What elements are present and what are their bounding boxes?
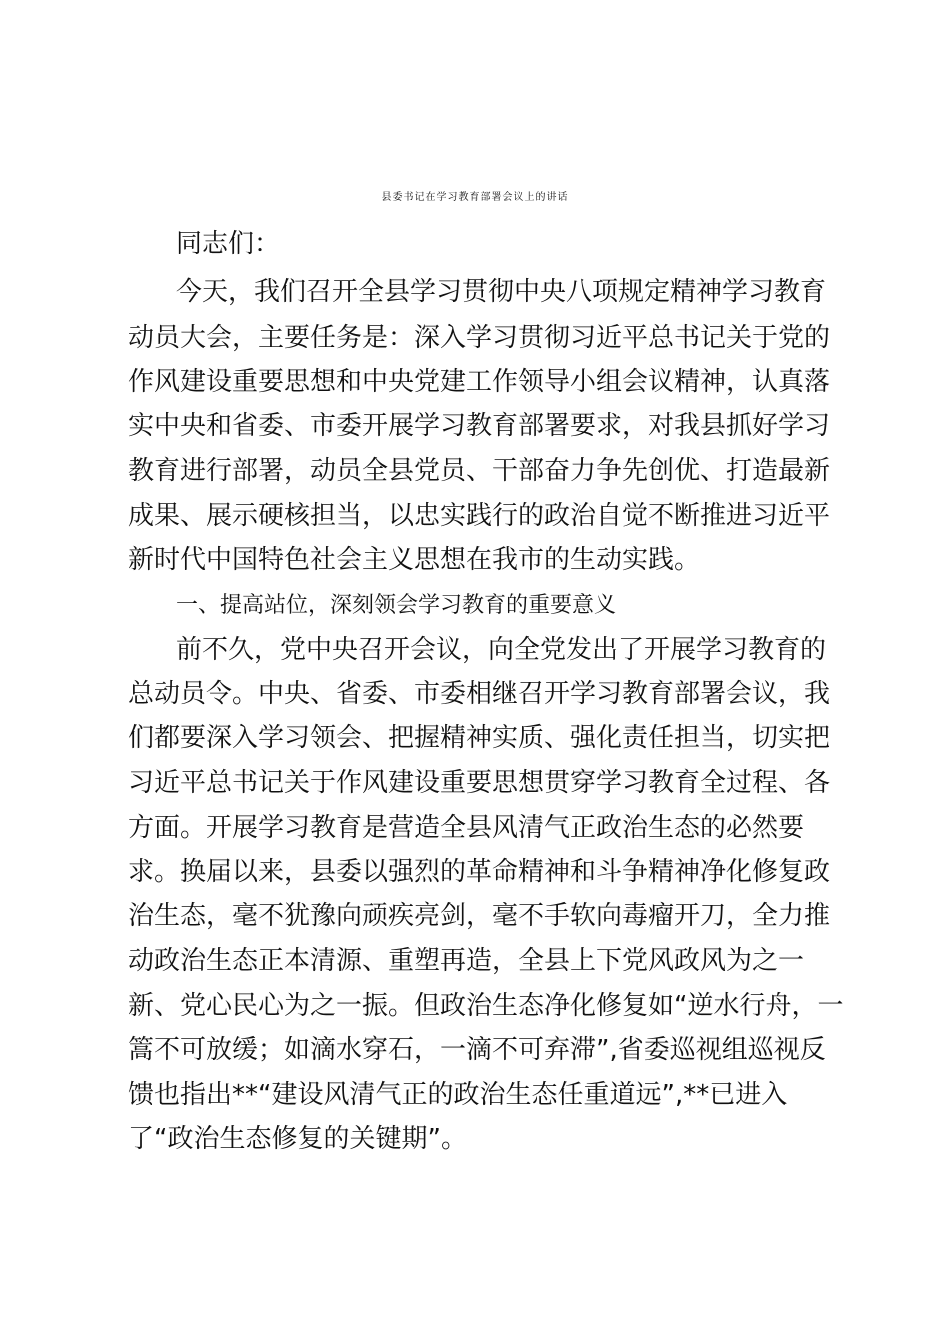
paragraph-line: 前不久，党中央召开会议，向全党发出了开展学习教育的: [176, 635, 827, 665]
paragraph-line: 了“政治生态修复的关键期”。: [128, 1124, 467, 1154]
document-title: 县委书记在学习教育部署会议上的讲话: [381, 192, 569, 203]
salutation: 同志们：: [176, 229, 281, 259]
paragraph-line: 成果、展示硬核担当，以忠实践行的政治自觉不断推进习近平: [128, 501, 831, 531]
paragraph-line: 实中央和省委、市委开展学习教育部署要求，对我县抓好学习: [128, 411, 831, 441]
section-heading: 一、提高站位，深刻领会学习教育的重要意义: [176, 593, 617, 618]
paragraph-line: 们都要深入学习领会、把握精神实质、强化责任担当，切实把: [128, 723, 831, 753]
paragraph-line: 新、党心民心为之一振。但政治生态净化修复如“逆水行舟，一: [128, 991, 844, 1021]
paragraph-line: 馈也指出**“建设风清气正的政治生态任重道远”,**已进入: [128, 1080, 788, 1110]
paragraph-line: 今天，我们召开全县学习贯彻中央八项规定精神学习教育: [176, 277, 827, 307]
paragraph-line: 求。换届以来，县委以强烈的革命精神和斗争精神净化修复政: [128, 857, 831, 887]
paragraph-line: 新时代中国特色社会主义思想在我市的生动实践。: [128, 545, 701, 575]
paragraph-line: 动政治生态正本清源、重塑再造，全县上下党风政风为之一: [128, 946, 805, 976]
paragraph-line: 动员大会，主要任务是：深入学习贯彻习近平总书记关于党的: [128, 323, 831, 353]
paragraph-line: 篙不可放缓；如滴水穿石，一滴不可弃滞”,省委巡视组巡视反: [128, 1035, 826, 1065]
paragraph-line: 习近平总书记关于作风建设重要思想贯穿学习教育全过程、各: [128, 768, 831, 798]
paragraph-line: 总动员令。中央、省委、市委相继召开学习教育部署会议，我: [128, 679, 831, 709]
paragraph-line: 作风建设重要思想和中央党建工作领导小组会议精神，认真落: [128, 367, 831, 397]
paragraph-line: 治生态，毫不犹豫向顽疾亮剑，毫不手软向毒瘤开刀，全力推: [128, 901, 831, 931]
paragraph-line: 教育进行部署，动员全县党员、干部奋力争先创优、打造最新: [128, 456, 831, 486]
paragraph-line: 方面。开展学习教育是营造全县风清气正政治生态的必然要: [128, 813, 805, 843]
